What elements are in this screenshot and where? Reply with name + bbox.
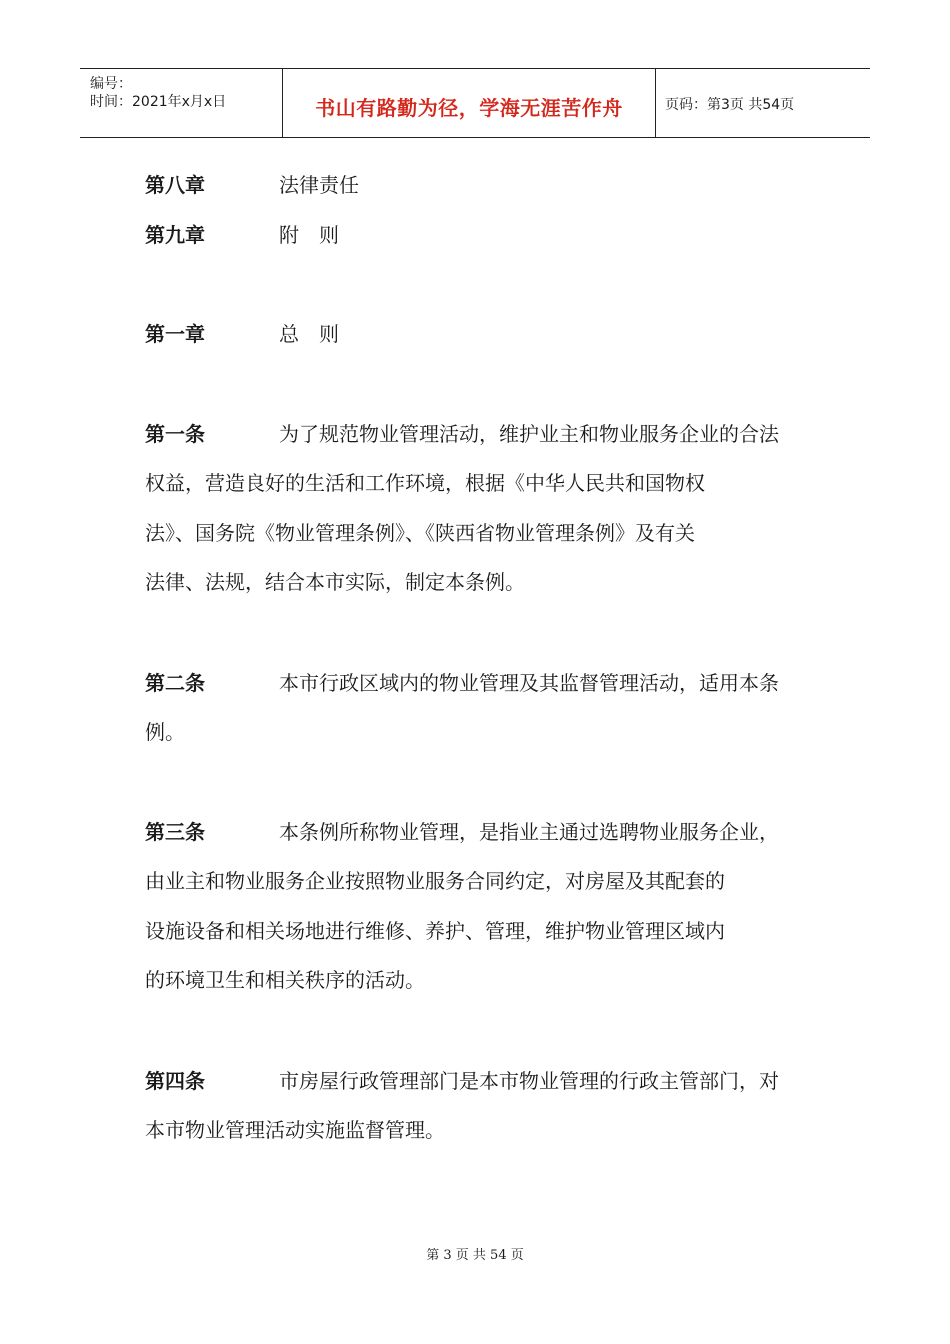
article-label: 第四条: [145, 1069, 205, 1093]
chapter-heading: [145, 320, 339, 348]
article-first-line: [145, 420, 779, 448]
article-text: 为了规范物业管理活动，维护业主和物业服务企业的合法: [279, 422, 779, 446]
article-first-line: [145, 669, 779, 697]
toc-item-title: 附 则: [279, 223, 339, 247]
article-line: 权益，营造良好的生活和工作环境，根据《中华人民共和国物权: [145, 471, 705, 495]
header-middle-cell: [282, 69, 656, 137]
page-footer: 第 3 页 共 54 页: [426, 1248, 524, 1263]
article-text: 本条例所称物业管理，是指业主通过选聘物业服务企业，: [279, 820, 779, 844]
toc-item-title: 法律责任: [279, 173, 359, 197]
toc-item: [145, 171, 359, 199]
article-label: 第三条: [145, 820, 205, 844]
header-time-label: 时间：2021年x月x日: [90, 94, 227, 110]
article-line: 由业主和物业服务企业按照物业服务合同约定，对房屋及其配套的: [145, 869, 725, 893]
article-line: 例。: [145, 720, 185, 744]
article-line: 法律、法规，结合本市实际，制定本条例。: [145, 570, 525, 594]
article-line: 法》、国务院《物业管理条例》、《陕西省物业管理条例》及有关: [145, 521, 695, 545]
header-page-info: 页码：第3页 共54页: [665, 97, 795, 113]
document-header: [80, 68, 870, 138]
header-number-label: 编号：: [90, 76, 132, 92]
article-line: 的环境卫生和相关秩序的活动。: [145, 968, 425, 992]
article-text: 本市行政区域内的物业管理及其监督管理活动，适用本条: [279, 671, 779, 695]
article-label: 第一条: [145, 422, 205, 446]
toc-item-label: 第九章: [145, 223, 205, 247]
article-first-line: [145, 1067, 779, 1095]
header-right-cell: [655, 69, 870, 137]
chapter-title: 总 则: [279, 322, 339, 346]
article-label: 第二条: [145, 671, 205, 695]
header-left-cell: [80, 69, 282, 137]
article-line: 本市物业管理活动实施监督管理。: [145, 1118, 445, 1142]
article-line: 设施设备和相关场地进行维修、养护、管理，维护物业管理区域内: [145, 919, 725, 943]
header-slogan: 书山有路勤为径，学海无涯苦作舟: [315, 96, 623, 120]
toc-item: [145, 221, 339, 249]
chapter-label: 第一章: [145, 322, 205, 346]
article-first-line: [145, 818, 779, 846]
article-text: 市房屋行政管理部门是本市物业管理的行政主管部门，对: [279, 1069, 779, 1093]
toc-item-label: 第八章: [145, 173, 205, 197]
